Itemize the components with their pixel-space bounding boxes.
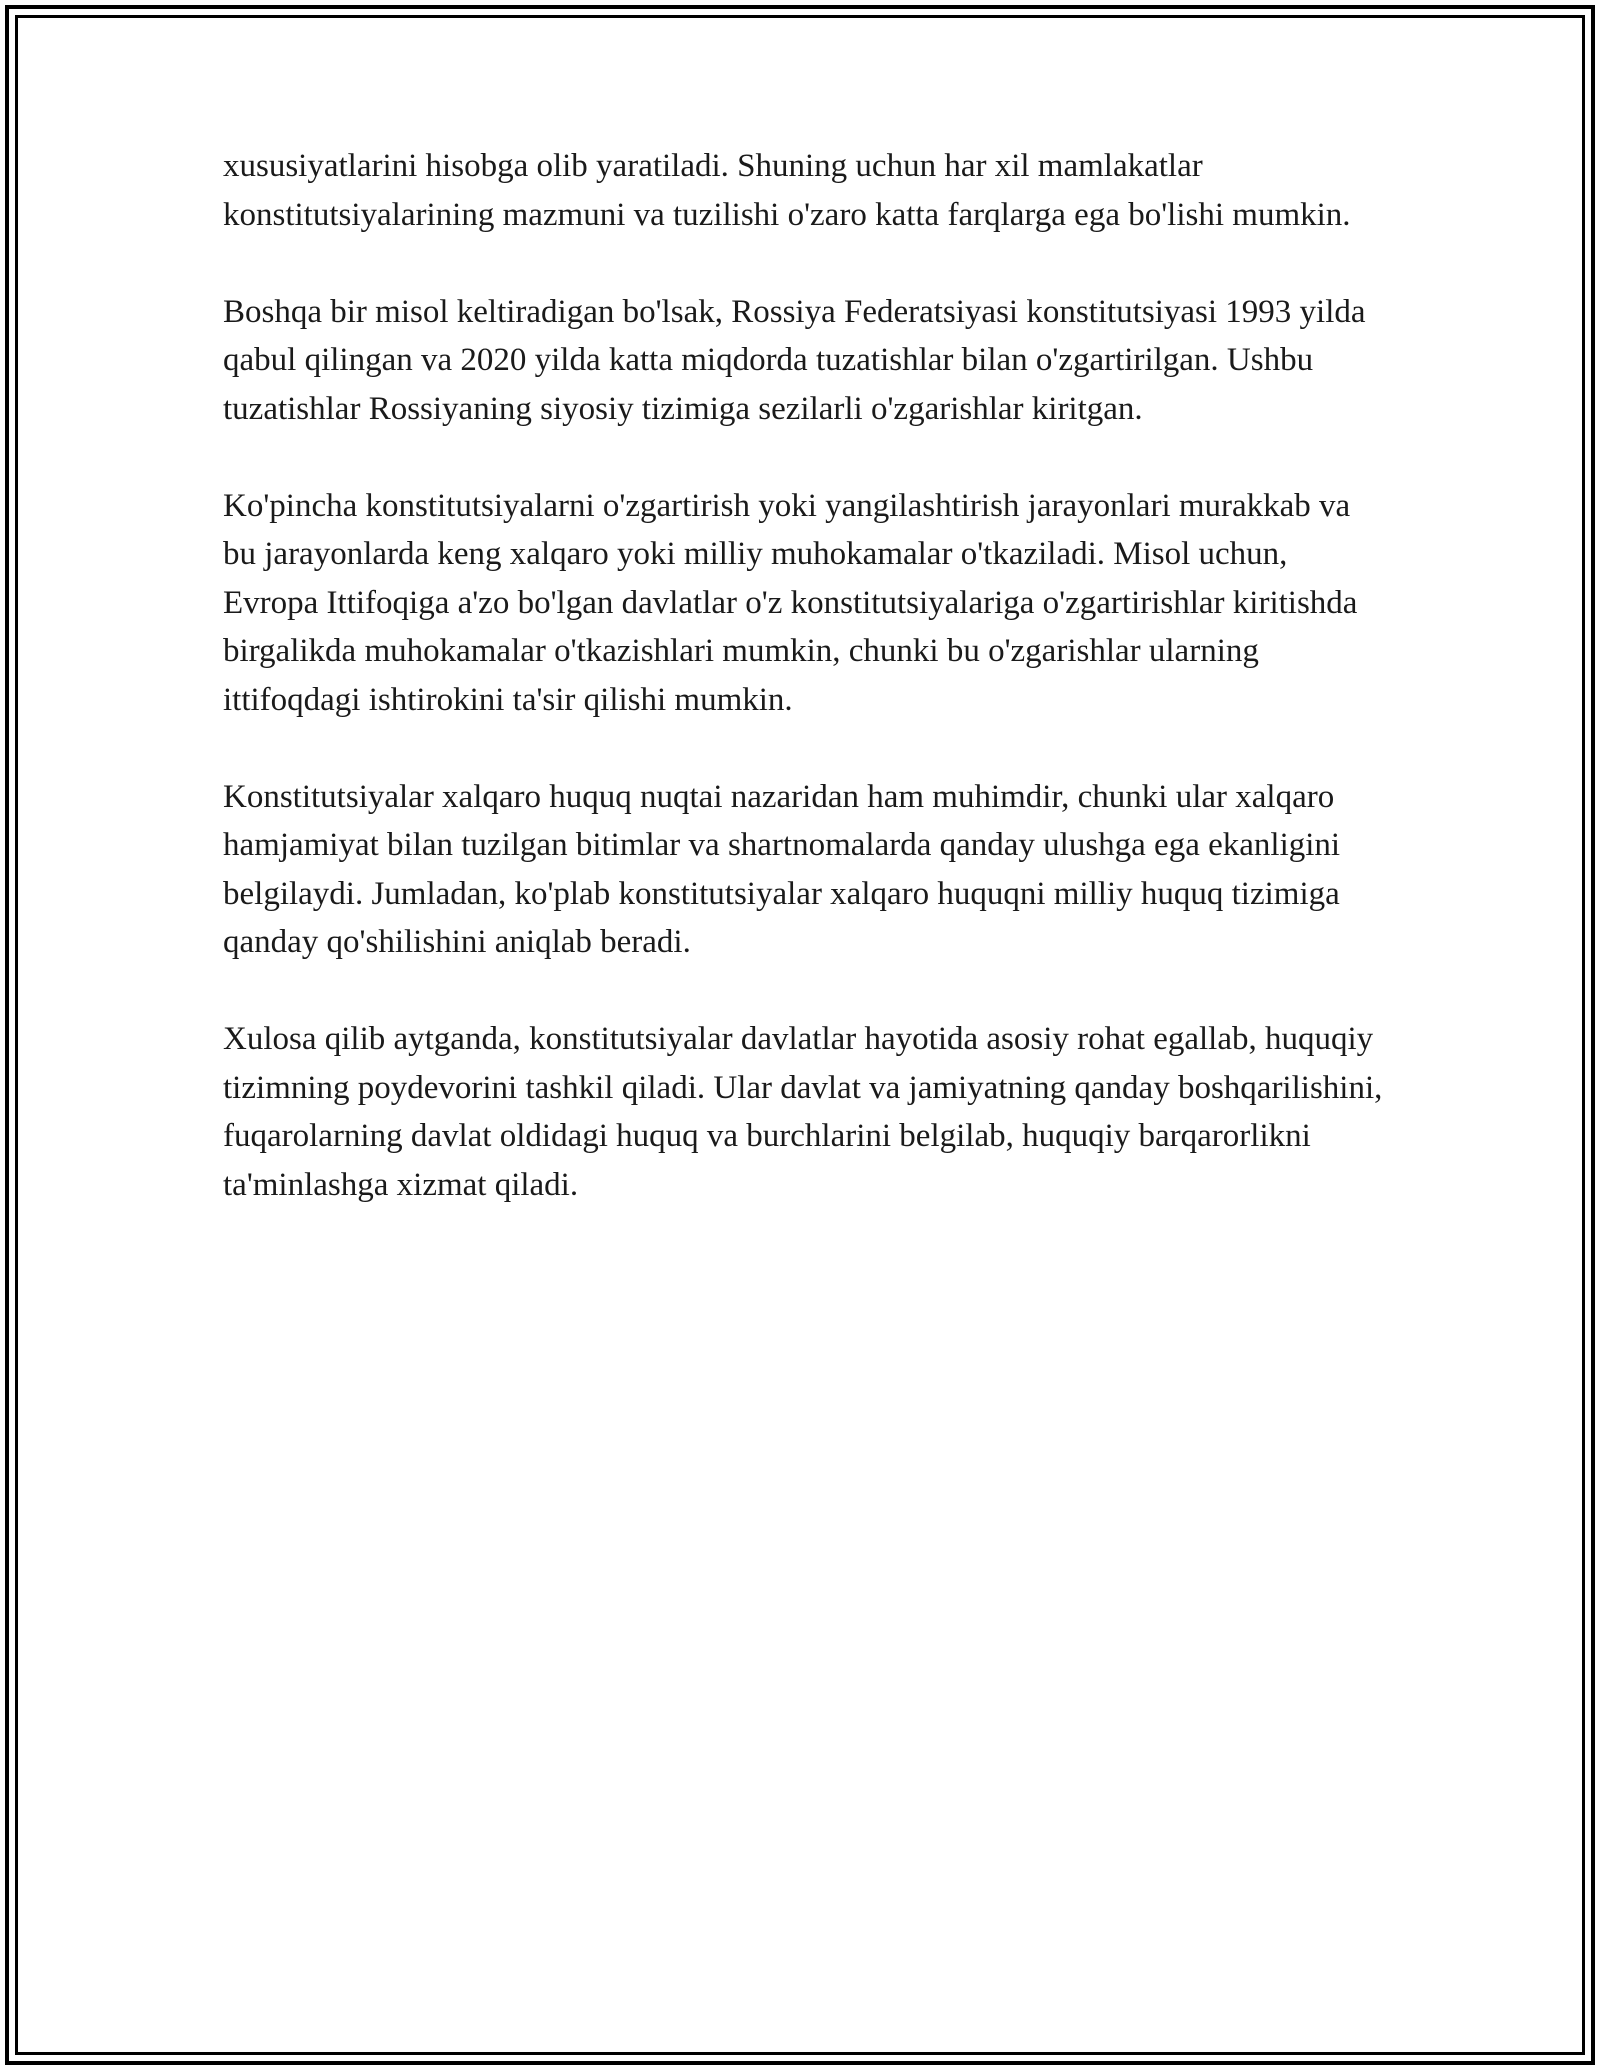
paragraph-5: Xulosa qilib aytganda, konstitutsiyalar davlatlar hayotida asosiy rohat egallab, huquqiy tizimning poydevorini tashkil qiladi. Ular davlat va jamiyatning qanday boshqarilishini, fuqarolarning davlat oldidagi huquq va burchlarini belgilab, huquqiy barqarorlikni ta'minlashga xizmat qiladi. [223, 1021, 1383, 1203]
document-body [223, 142, 1383, 1258]
paragraph-4: Konstitutsiyalar xalqaro huquq nuqtai nazaridan ham muhimdir, chunki ular xalqaro hamjamiyat bilan tuzilgan bitimlar va shartnomalarda qanday ulushga ega ekanligini belgilaydi. Jumladan, ko'plab konstitutsiyalar xalqaro huquqni milliy huquq tizimiga qanday qo'shilishini aniqlab beradi. [223, 778, 1341, 960]
paragraph-2: Boshqa bir misol keltiradigan bo'lsak, Rossiya Federatsiyasi konstitutsiyasi 1993 yilda qabul qilingan va 2020 yilda katta miqdorda tuzatishlar bilan o'zgartirilgan. Ushbu tuzatishlar Rossiyaning siyosiy tizimiga sezilarli o'zgarishlar kiritgan. [223, 293, 1366, 427]
paragraph-3: Ko'pincha konstitutsiyalarni o'zgartirish yoki yangilashtirish jarayonlari murakkab va bu jarayonlarda keng xalqaro yoki milliy muhokamalar o'tkaziladi. Misol uchun, Evropa Ittifoqiga a'zo bo'lgan davlatlar o'z konstitutsiyalariga o'zgartirishlar kiritishda birgalikda muhokamalar o'tkazishlari mumkin, chunki bu o'zgarishlar ularning ittifoqdagi ishtirokini ta'sir qilishi mumkin. [223, 487, 1358, 718]
paragraph-1: xususiyatlarini hisobga olib yaratiladi. Shuning uchun har xil mamlakatlar konstitutsiyalarining mazmuni va tuzilishi o'zaro katta farqlarga ega bo'lishi mumkin. [223, 148, 1351, 233]
